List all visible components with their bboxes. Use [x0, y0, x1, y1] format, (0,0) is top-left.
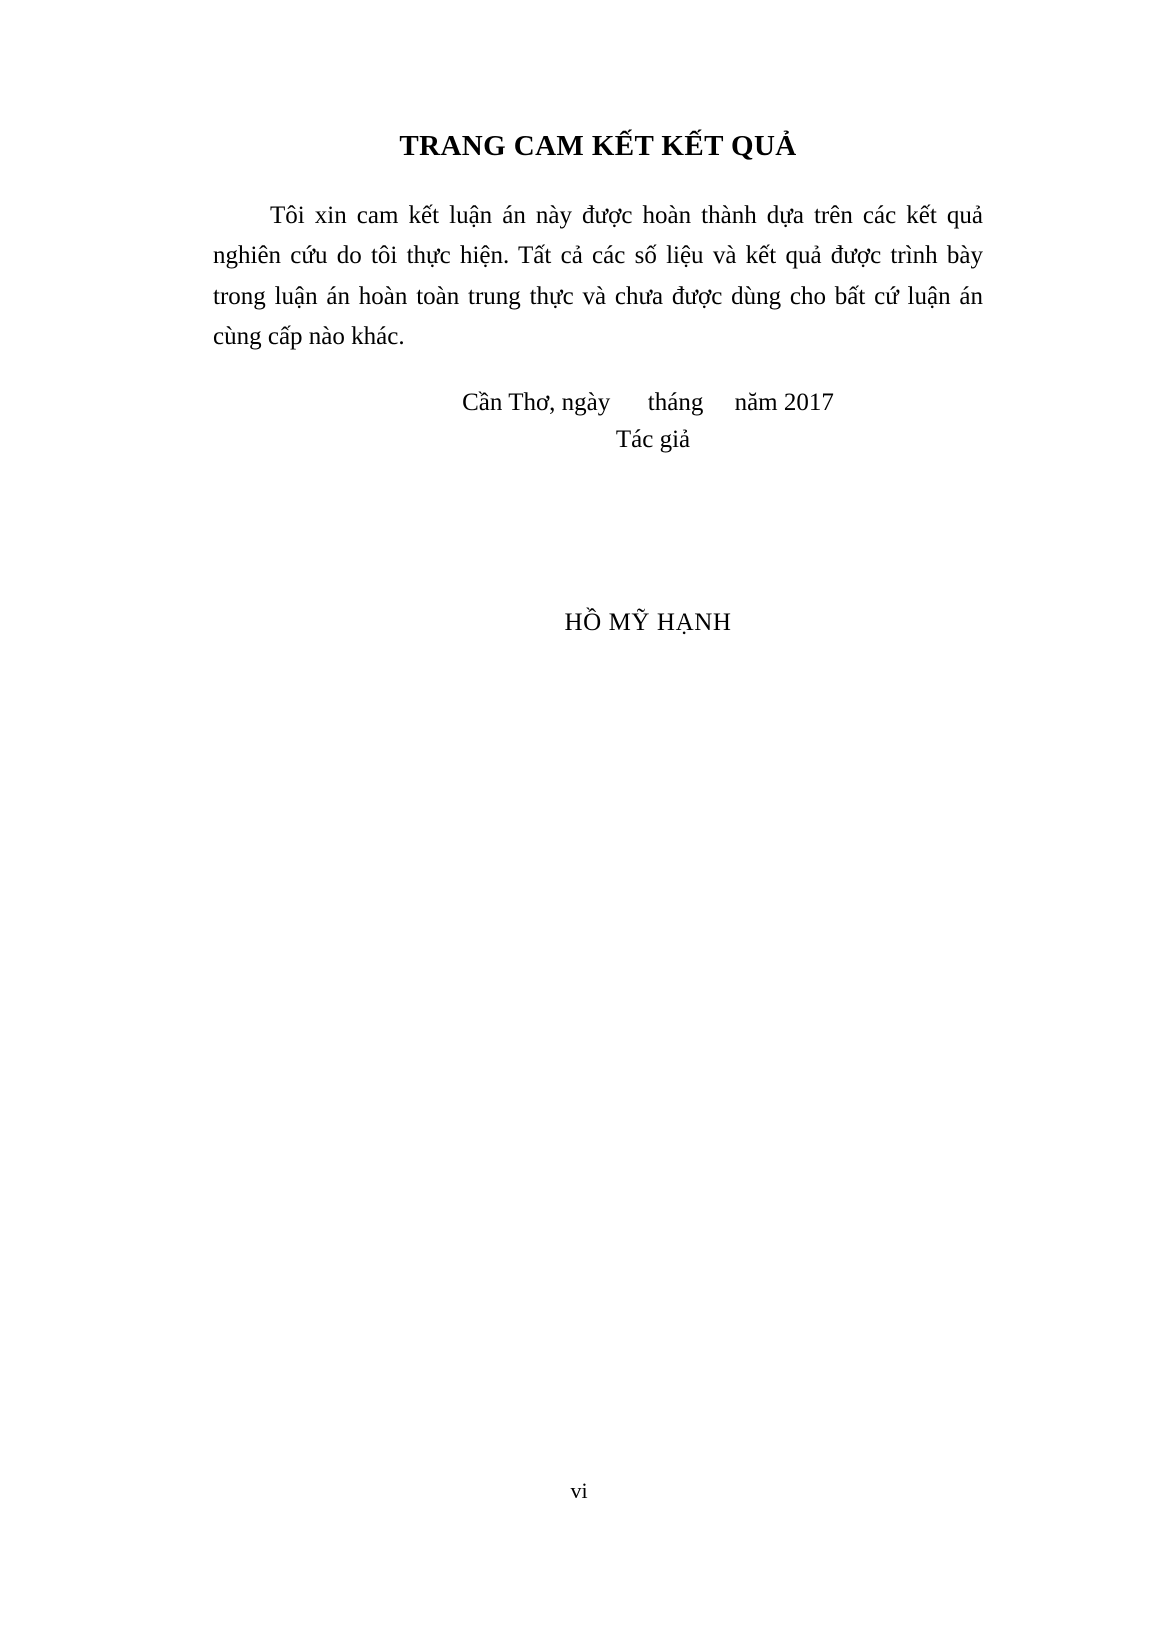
page-number: vi — [570, 1478, 588, 1503]
page-title: TRANG CAM KẾT KẾT QUẢ — [399, 130, 797, 162]
commitment-paragraph: Tôi xin cam kết luận án này được hoàn thành dựa trên các kết quả nghiên cứu do tôi thực hiện. Tất cả các số liệu và kết quả được trình bày trong luận án hoàn toàn trung thực và chưa được dùng cho bất cứ luận án cùng cấp nào khác. — [213, 201, 983, 351]
page-content — [213, 128, 983, 637]
signature-place-date: Cần Thơ, ngày tháng năm 2017 — [462, 388, 834, 416]
signature-block — [213, 384, 983, 459]
signature-role: Tác giả — [615, 426, 691, 454]
author-name: HỒ MỸ HẠNH — [564, 608, 732, 636]
